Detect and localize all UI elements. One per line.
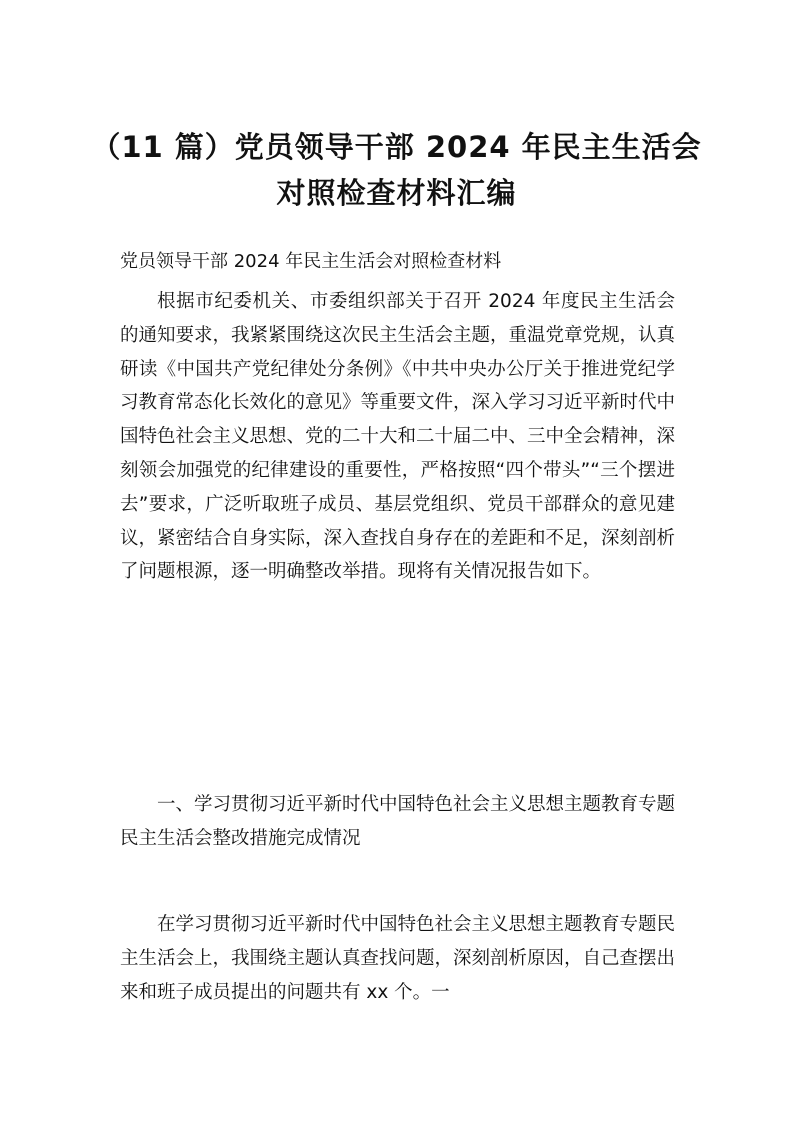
document-subtitle: 党员领导干部 2024 年民主生活会对照检查材料 xyxy=(120,251,502,272)
document-title-line1: （11 篇）党员领导干部 2024 年民主生活会 xyxy=(91,130,702,164)
document-title-line2: 对照检查材料汇编 xyxy=(276,176,517,210)
paragraph-section-1: 在学习贯彻习近平新时代中国特色社会主义思想主题教育专题民主生活会上，我围绕主题认真查找问题，深刻剖析原因，自己查摆出来和班子成员提出的问题共有 xx 个。一 xyxy=(120,914,676,1003)
paragraph-intro: 根据市纪委机关、市委组织部关于召开 2024 年度民主生活会的通知要求，我紧紧围绕这次民主生活会主题，重温党章党规，认真研读《中国共产党纪律处分条例》《中共中央办公厅关于推进党纪学习教育常态化长效化的意见》等重要文件，深入学习习近平新时代中国特色社会主义思想、党的二十大和二十届二中、三中全会精神，深刻领会加强党的纪律建设的重要性，严格按照“四个带头”“三个摆进去”要求，广泛听取班子成员、基层党组织、党员干部群众的意见建议，紧密结合自身实际，深入查找自身存在的差距和不足，深刻剖析了问题根源，逐一明确整改举措。现将有关情况报告如下。 xyxy=(120,291,676,583)
section-heading-1: 一、学习贯彻习近平新时代中国特色社会主义思想主题教育专题民主生活会整改措施完成情况 xyxy=(120,794,676,849)
